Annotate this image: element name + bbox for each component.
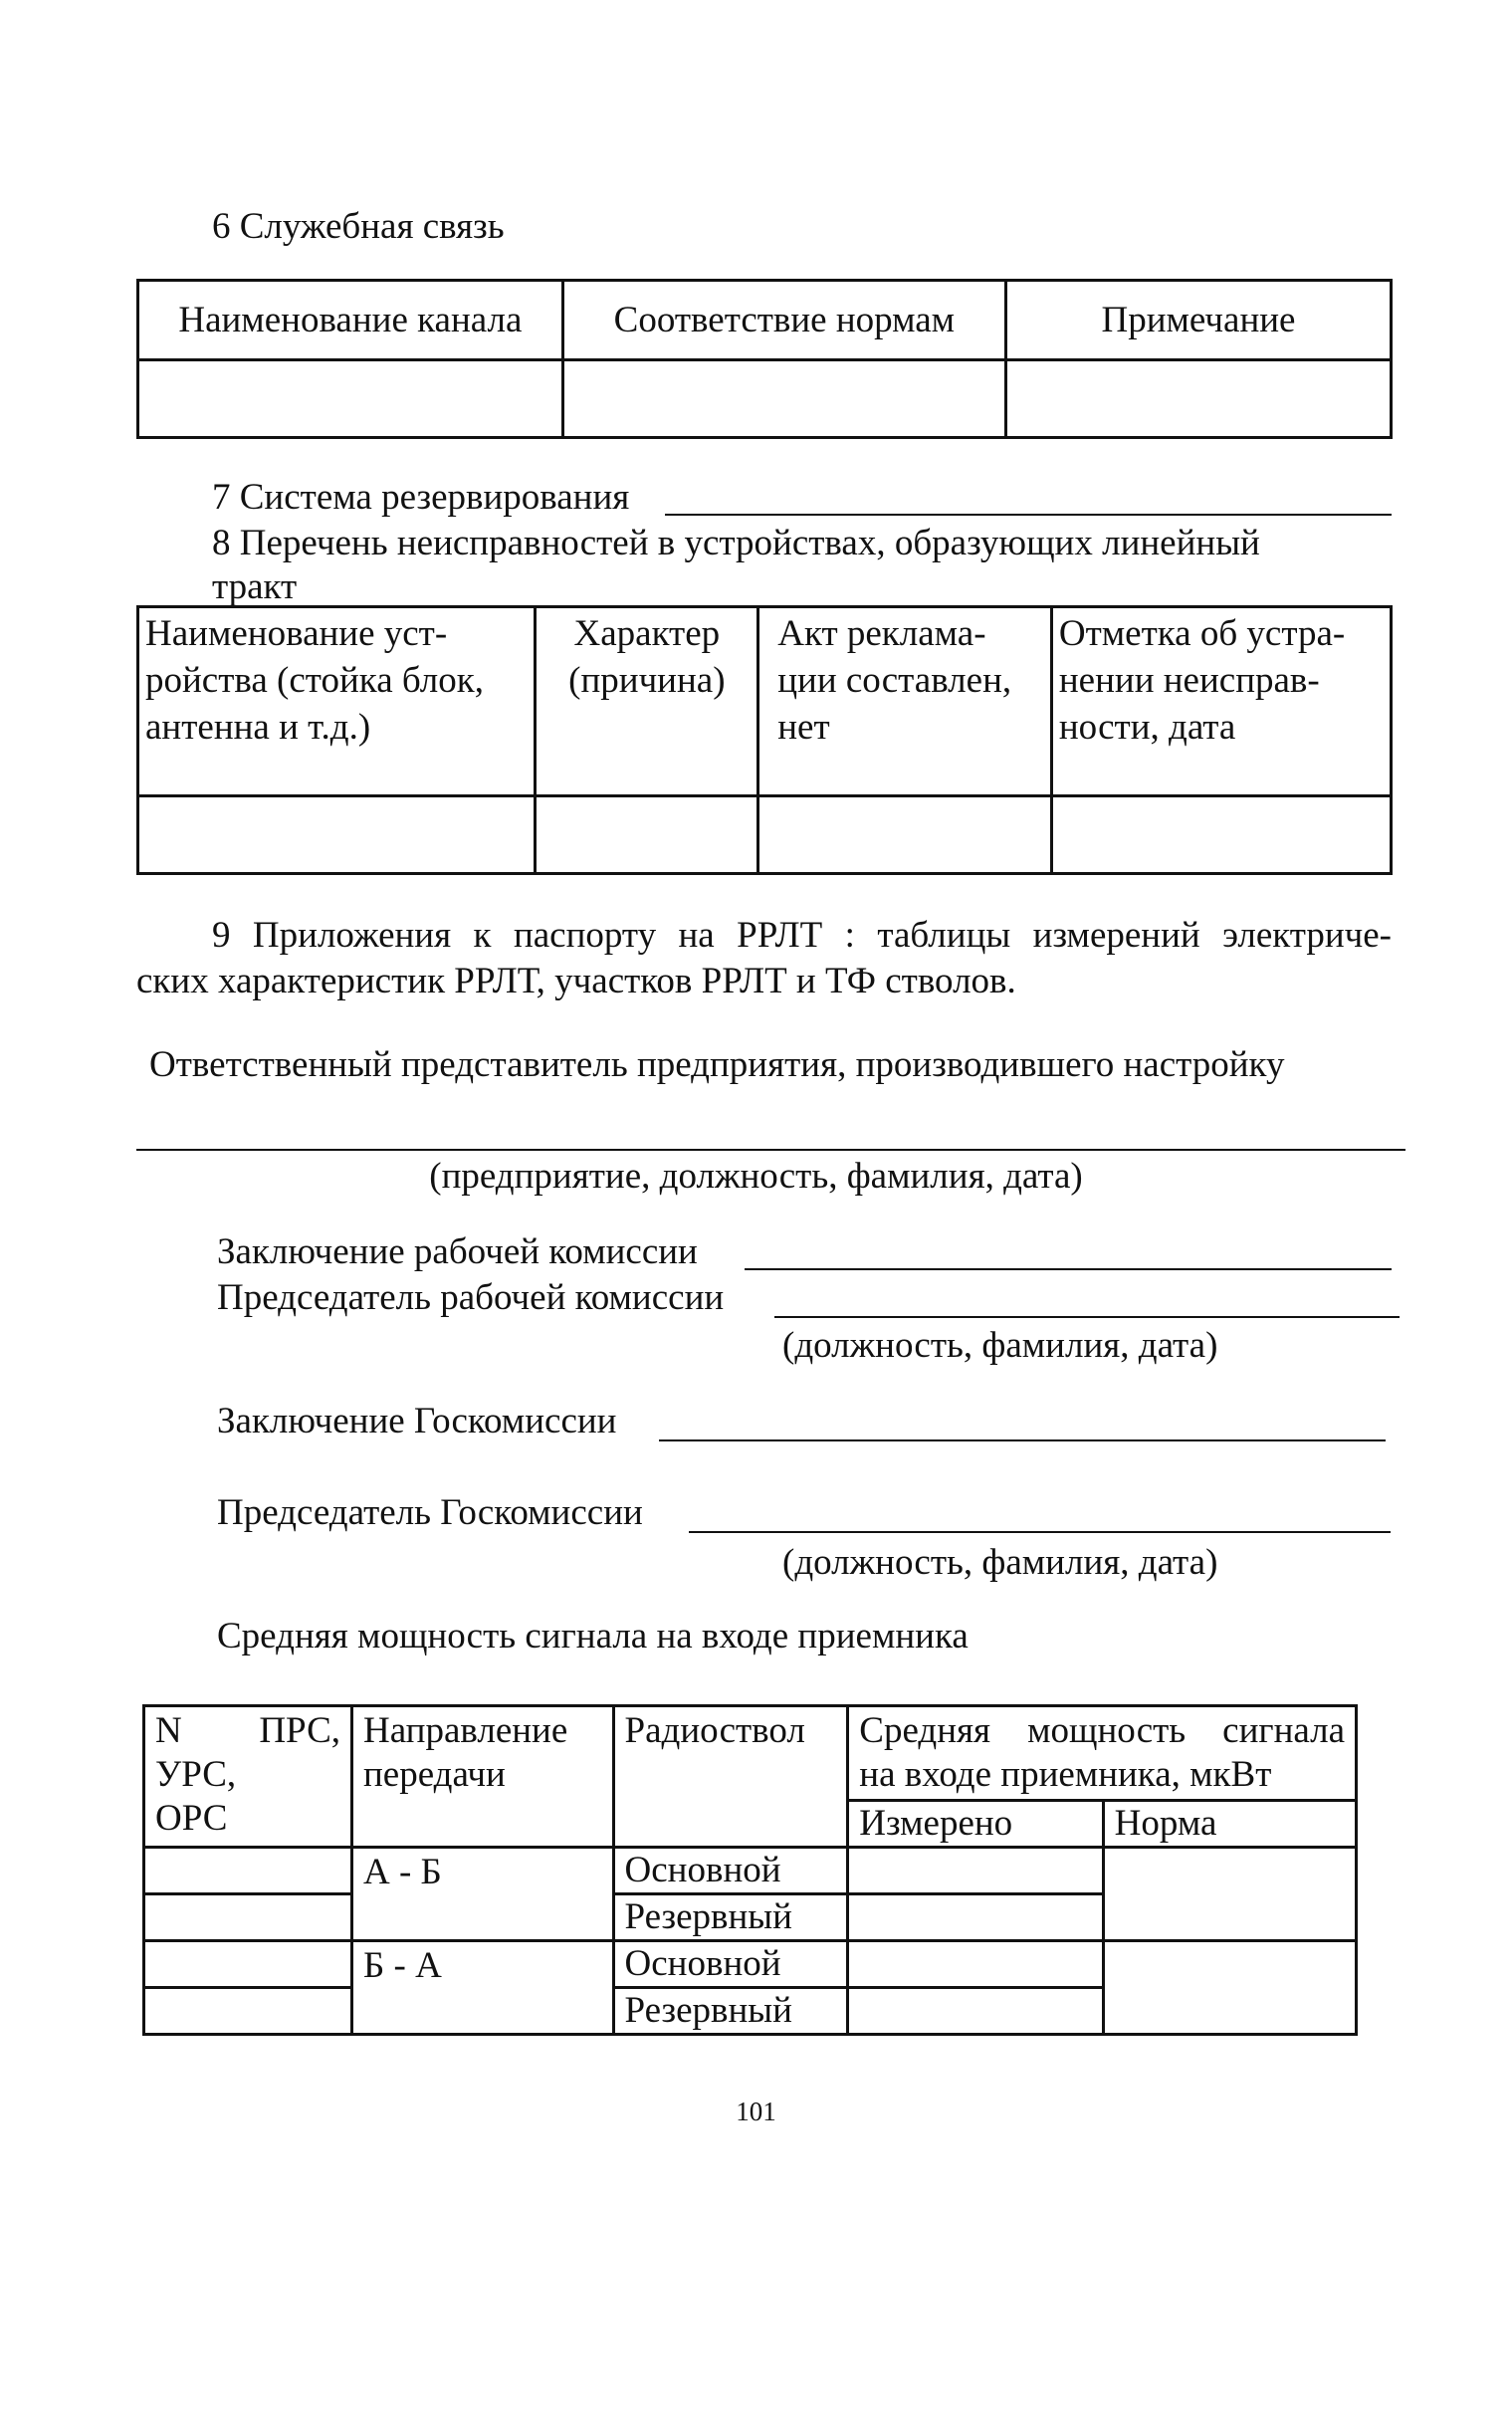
col-fix-mark: Отметка об устра- нении неисправ- ности, дата [1051,607,1391,796]
col-note: Примечание [1005,281,1391,360]
state-caption: (должность, фамилия, дата) [782,1542,1218,1583]
responsible-label: Ответственный представитель предприятия, производившего настройку [149,1044,1285,1085]
cell-measured[interactable] [848,1894,1103,1941]
working-chairman-label: Председатель рабочей комиссии [217,1277,725,1318]
cell-fix-mark[interactable] [1051,796,1391,874]
signal-table-title: Средняя мощность сигнала на входе приемника [217,1616,969,1657]
working-conclusion-line[interactable] [745,1268,1392,1270]
cell-claim-act[interactable] [758,796,1052,874]
col-device-name: Наименование уст- ройства (стойка блок, антенна и т.д.) [138,607,536,796]
reservation-system-line[interactable] [665,514,1392,516]
cell-norm[interactable] [1103,1848,1356,1941]
cell-character[interactable] [536,796,758,874]
col-station: N ПРС, УРС, ОРС [144,1706,352,1848]
section8-heading-line2: тракт [212,566,298,607]
section7-heading: 7 Система резервирования [212,477,630,518]
col-norm: Норма [1103,1801,1356,1848]
working-caption: (должность, фамилия, дата) [782,1325,1218,1366]
working-chairman-line[interactable] [774,1316,1400,1318]
cell-trunk: Основной [613,1848,848,1894]
cell-station[interactable] [144,1988,352,2035]
cell-measured[interactable] [848,1941,1103,1988]
col-avg-power: Средняя мощность сигнала на входе приемника, мкВт [848,1706,1357,1801]
cell-station[interactable] [144,1848,352,1894]
cell-note[interactable] [1005,360,1391,438]
col-direction: Направление передачи [352,1706,614,1848]
cell-measured[interactable] [848,1988,1103,2035]
cell-measured[interactable] [848,1848,1103,1894]
state-chairman-label: Председатель Госкомиссии [217,1492,643,1533]
col-channel-name: Наименование канала [138,281,563,360]
section8-heading-line1: 8 Перечень неисправностей в устройствах, образующих линейный [212,523,1260,563]
cell-norm[interactable] [1103,1941,1356,2035]
cell-trunk: Основной [613,1941,848,1988]
col-measured: Измерено [848,1801,1103,1848]
state-chairman-line[interactable] [689,1531,1391,1533]
signal-power-table [142,1704,1358,2036]
col-compliance: Соответствие нормам [562,281,1005,360]
cell-station[interactable] [144,1941,352,1988]
cell-compliance[interactable] [562,360,1005,438]
cell-channel-name[interactable] [138,360,563,438]
col-character: Характер (причина) [536,607,758,796]
section9-line2: ских характеристик РРЛТ, участков РРЛТ и ТФ стволов. [136,961,1016,1001]
section6-heading: 6 Служебная связь [212,206,505,247]
responsible-caption: (предприятие, должность, фамилия, дата) [429,1156,1083,1197]
cell-device-name[interactable] [138,796,536,874]
cell-direction-ba: Б - А [352,1941,614,2035]
page-number: 101 [736,2097,776,2126]
responsible-line[interactable] [136,1149,1405,1151]
cell-trunk: Резервный [613,1894,848,1941]
cell-station[interactable] [144,1894,352,1941]
col-claim-act: Акт реклама- ции составлен, нет [758,607,1052,796]
state-conclusion-label: Заключение Госкомиссии [217,1401,617,1441]
faults-table [136,605,1393,875]
section9-line1: 9 Приложения к паспорту на РРЛТ : таблицы измерений электриче- [212,915,1392,956]
col-trunk: Радиоствол [613,1706,848,1848]
cell-trunk: Резервный [613,1988,848,2035]
working-conclusion-label: Заключение рабочей комиссии [217,1231,698,1272]
cell-direction-ab: А - Б [352,1848,614,1941]
service-comm-table [136,279,1393,439]
state-conclusion-line[interactable] [659,1439,1386,1441]
